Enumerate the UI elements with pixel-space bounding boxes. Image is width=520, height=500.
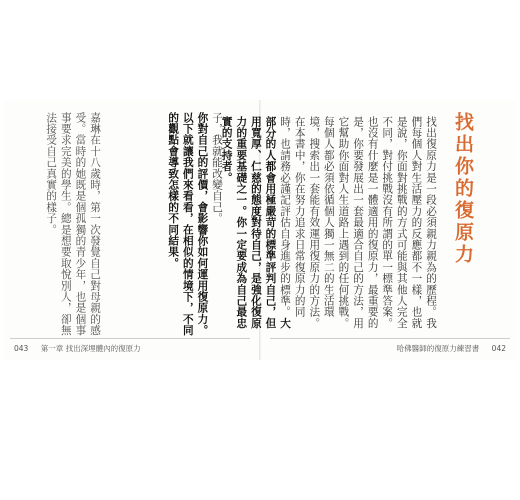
right-paragraph-3-emphasis: 大部分的人都會用極嚴苛的標準評判自己，但用寬厚、仁慈的態度對待自己，是強化復原力的重要基礎之一。你一定要成為自己最忠實的支持者。 — [220, 116, 292, 329]
left-page-number: 043 — [14, 344, 29, 353]
right-paragraph-2: 每個人都必須依循個人獨一無二的生活環境，搜索出一套能有效運用復原力的方法。在本書中，你在努力追求日常復原力的同時，也請務必謹記評估自身進步的標準。 — [279, 116, 335, 329]
left-page-body — [108, 112, 224, 340]
case-study-quote: 嘉琳在十八歲時，第一次發覺自己對母親的感受。當時的她既是個孤獨的青少年，也是個事事要求完美的學生。總是想要取悅別人，卻無法接受自己真實的樣子。 — [45, 112, 101, 336]
right-paragraph-1: 找出復原力是一段必須親力親為的歷程。我們每個人對生活壓力的反應都不一樣，也就是說，你面對挑戰的方式可能與其他人完全不同，對付挑戰沒有所謂的單一標準答案。也沒有什麼是一體適用的復原力，最重要的是，你要發展出一套最適合自己的方法，用它幫助你面對人生道路上遇到的任何挑戰。 — [337, 116, 437, 329]
right-footer-rule — [270, 338, 510, 339]
left-footer — [10, 343, 141, 354]
right-page-body — [220, 116, 438, 334]
left-running-head: 第一章 找出深埋體內的復原力 — [40, 344, 141, 353]
right-footer — [397, 343, 510, 354]
right-page-number: 042 — [491, 344, 506, 353]
right-running-head: 哈佛醫師的復原力練習書 — [396, 344, 480, 353]
section-title: 找出你的復原力 — [452, 112, 474, 266]
left-paragraph-1: 子，我就能改變自己。 — [211, 112, 223, 224]
left-paragraph-2-emphasis: 你對自己的評價，會影響你如何運用復原力。以下就讓我們來看看，在相似的情境下，不同的觀點會導致怎樣的不同結果。 — [167, 112, 209, 336]
left-footer-rule — [10, 338, 250, 339]
